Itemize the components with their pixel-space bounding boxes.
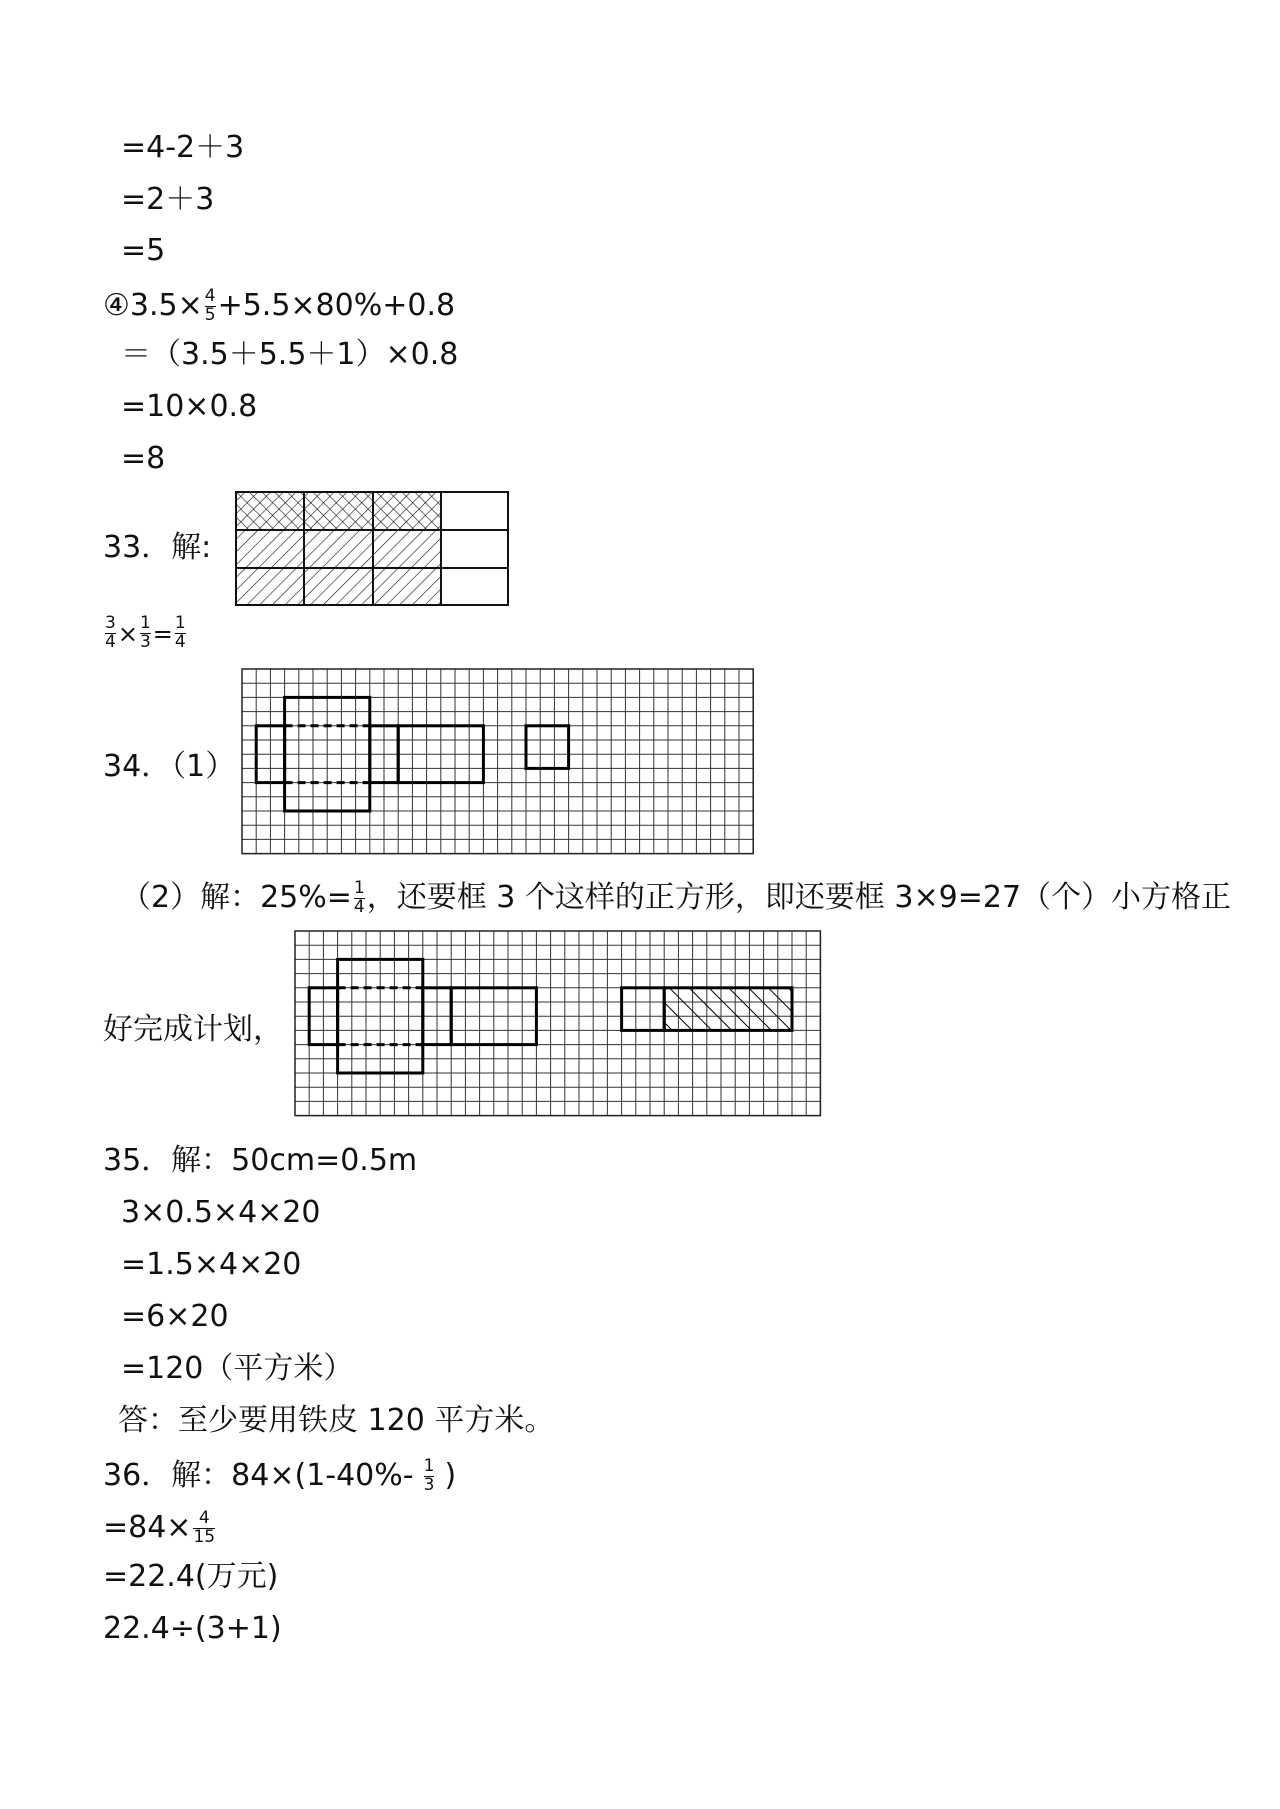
fraction-rectangle-figure — [234, 490, 509, 607]
calc-line: =22.4(万元) — [103, 1559, 279, 1594]
question-label: 33．解: — [103, 530, 212, 565]
hatched-extension — [664, 988, 792, 1031]
small-square — [526, 726, 569, 769]
calc-line: ＝（3.5＋5.5＋1）×0.8 — [121, 337, 459, 372]
calc-line: =84× $\frac{4}{15}$ — [103, 1508, 216, 1547]
calc-line: =120（平方米） — [121, 1351, 354, 1386]
calc-line: =8 — [121, 441, 166, 476]
calc-line: =2＋3 — [121, 182, 215, 217]
fraction-equation — [103, 615, 188, 652]
operator: = — [152, 619, 173, 648]
grid-figure-1 — [241, 668, 759, 864]
operator: × — [117, 619, 138, 648]
small-square — [622, 988, 665, 1031]
calc-line: =1.5×4×20 — [121, 1247, 302, 1282]
answer-line-cont: 好完成计划， — [103, 1012, 283, 1047]
calc-line-4 — [103, 288, 455, 325]
calc-line: 22.4÷(3+1) — [103, 1611, 282, 1646]
question-label: 35．解：50cm=0.5m — [103, 1143, 418, 1178]
fraction: $\frac{1}{3}$ — [423, 1456, 435, 1495]
calc-line: =4-2＋3 — [121, 130, 245, 165]
fraction: $\frac{1}{3}$ — [139, 613, 151, 652]
fraction: $\frac{3}{4}$ — [105, 613, 116, 652]
grid-figure-2 — [294, 930, 824, 1126]
calc-line: 3×0.5×4×20 — [121, 1195, 321, 1230]
calc-line: =10×0.8 — [121, 389, 258, 424]
expr-text: +5.5×80%+0.8 — [217, 287, 456, 323]
calc-line: =6×20 — [121, 1299, 229, 1334]
answer-line: 答：至少要用铁皮 120 平方米。 — [118, 1403, 555, 1438]
question-label: 36．解：84×(1-40%- $\frac{1}{3}$ ) — [103, 1456, 457, 1495]
calc-line: =5 — [121, 233, 166, 268]
question-label: 34．（1） — [103, 749, 236, 784]
fraction: $\frac{1}{4}$ — [353, 878, 365, 917]
fraction: $\frac{4}{5}$ — [204, 286, 216, 325]
answer-line: （2）解：25%= $\frac{1}{4}$ ，还要框 3 个这样的正方形，即还要框 3×9=27（个）小方格正 — [121, 878, 1232, 917]
expr-text: ④3.5× — [103, 287, 203, 323]
fraction: $\frac{4}{15}$ — [193, 1508, 216, 1547]
fraction: $\frac{1}{4}$ — [174, 613, 186, 652]
